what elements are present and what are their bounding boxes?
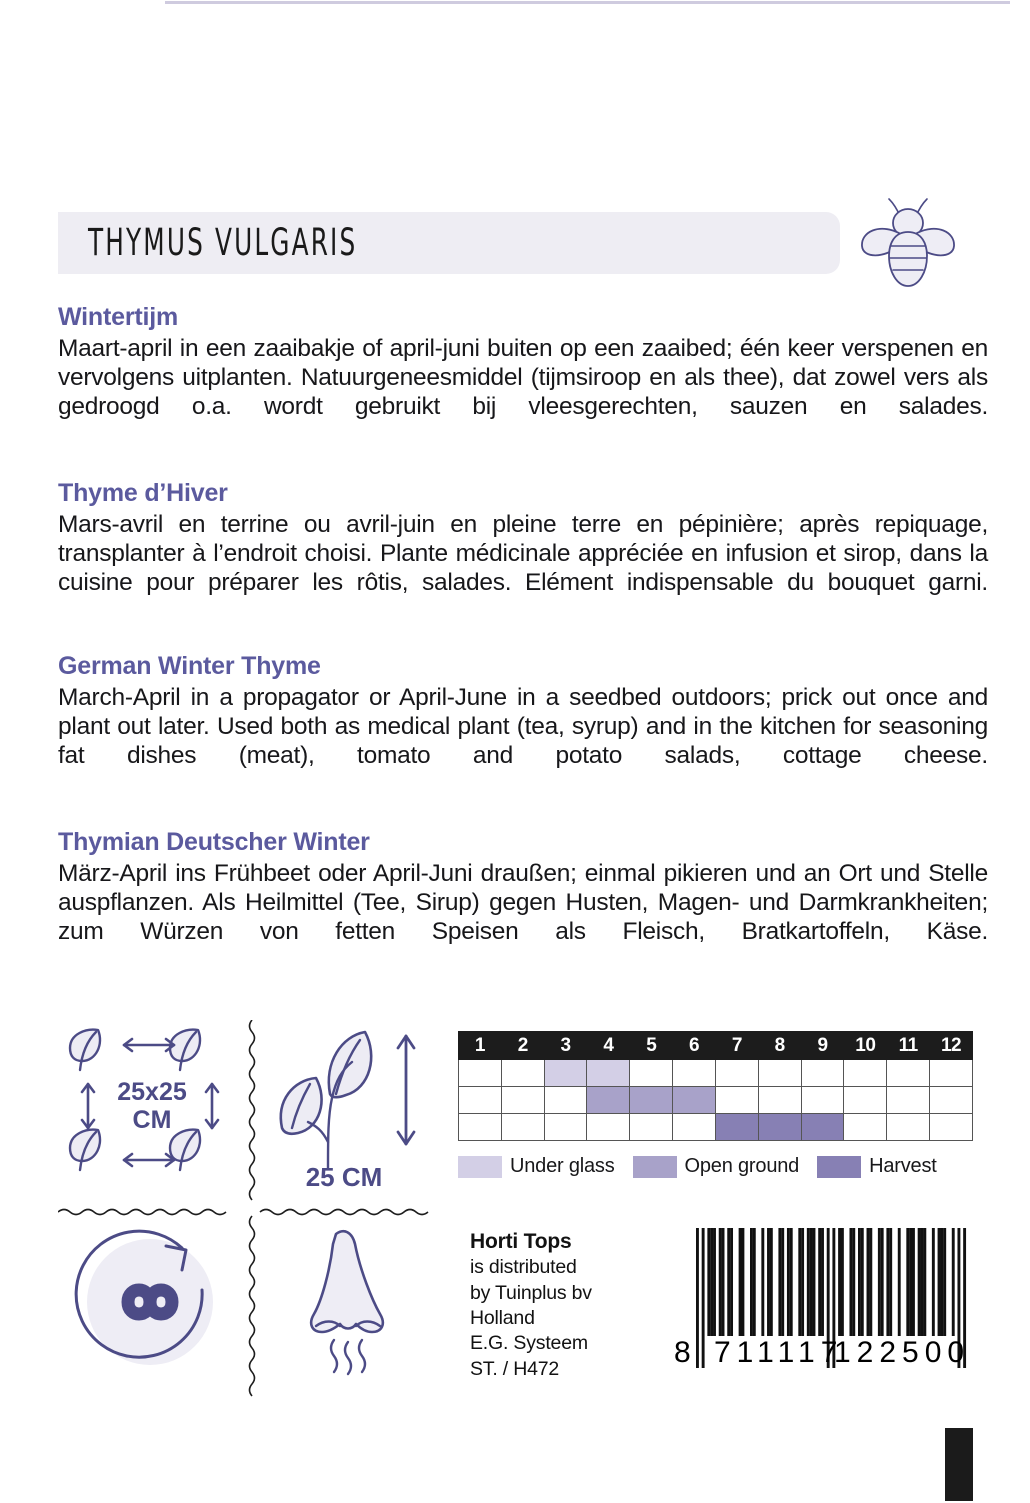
calendar-cell	[501, 1087, 544, 1114]
barcode-digits	[672, 1336, 971, 1370]
calendar-cell	[501, 1114, 544, 1141]
calendar-cell	[715, 1087, 758, 1114]
spacing-label-line1: 25x25	[117, 1078, 187, 1106]
legend-label-under-glass: Under glass	[510, 1155, 615, 1177]
top-trim-line	[165, 1, 1010, 4]
calendar-cell	[544, 1087, 587, 1114]
company-info	[470, 1228, 660, 1382]
calendar-cell	[844, 1060, 887, 1087]
calendar-cell	[715, 1114, 758, 1141]
lang-heading-nl: Wintertijm	[58, 303, 178, 331]
calendar-cell	[930, 1060, 973, 1087]
company-brand: Horti Tops	[470, 1230, 572, 1253]
legend-swatch-under-glass	[458, 1156, 502, 1178]
perennial-infinity-icon	[62, 1216, 242, 1396]
month-header-12: 12	[930, 1032, 973, 1060]
month-header-5: 5	[630, 1032, 673, 1060]
legend-swatch-harvest	[817, 1156, 861, 1178]
barcode-lead-digit: 8	[674, 1336, 691, 1369]
language-block-fr	[58, 480, 988, 627]
calendar-cell	[887, 1114, 930, 1141]
month-header-6: 6	[673, 1032, 716, 1060]
plant-spacing-icon	[62, 1018, 242, 1198]
calendar-cell	[630, 1114, 673, 1141]
month-header-9: 9	[801, 1032, 844, 1060]
lang-body-en: March-April in a propagator or April-June in a seedbed outdoors; prick out once and plant out later. Used both as medical plant (tea, syrup) and in the kitchen for seasoning fat dishes (meat), tomato and potato salads, cottage cheese.	[58, 683, 988, 770]
bee-icon	[855, 196, 961, 292]
calendar-cell	[801, 1060, 844, 1087]
calendar-cell	[673, 1114, 716, 1141]
fragrance-nose-icon	[260, 1216, 440, 1396]
wavy-divider-vertical	[246, 1020, 258, 1402]
month-header-7: 7	[715, 1032, 758, 1060]
legend-swatch-open-ground	[633, 1156, 677, 1178]
calendar-cell	[544, 1060, 587, 1087]
calendar-row-open-ground	[459, 1087, 973, 1114]
calendar-legend	[458, 1155, 978, 1178]
calendar-cell	[673, 1060, 716, 1087]
month-header-3: 3	[544, 1032, 587, 1060]
calendar-cell	[758, 1087, 801, 1114]
calendar-cell	[630, 1060, 673, 1087]
height-label: 25 CM	[305, 1162, 383, 1192]
month-header-1: 1	[459, 1032, 502, 1060]
plant-height-icon	[260, 1018, 440, 1198]
page-title-text: THYMUS VULGARIS	[88, 219, 358, 265]
barcode-left-group: 711117	[714, 1336, 844, 1369]
month-header-row	[459, 1032, 973, 1060]
calendar-cell	[459, 1087, 502, 1114]
calendar-cell	[844, 1087, 887, 1114]
language-block-nl	[58, 304, 988, 451]
sowing-calendar	[458, 1031, 973, 1141]
month-header-8: 8	[758, 1032, 801, 1060]
calendar-cell	[801, 1114, 844, 1141]
company-line-2: is distributed	[470, 1256, 577, 1279]
calendar-cell	[544, 1114, 587, 1141]
lang-heading-en: German Winter Thyme	[58, 652, 321, 680]
calendar-row-under-glass	[459, 1060, 973, 1087]
calendar-cell	[930, 1087, 973, 1114]
print-registration-mark	[945, 1428, 973, 1501]
legend-label-open-ground: Open ground	[684, 1155, 800, 1177]
lang-body-nl: Maart-april in een zaaibakje of april-juni buiten op een zaaibed; één keer verspenen en vervolgens uitplanten. Natuurgeneesmiddel (tijmsiroop en als thee), dat zowel vers als gedroogd o.a. wordt gebruikt bij vleesgerechten, sauzen en salades.	[58, 334, 988, 421]
language-block-de	[58, 829, 988, 976]
lang-heading-de: Thymian Deutscher Winter	[58, 828, 370, 856]
calendar-cell	[673, 1087, 716, 1114]
month-header-10: 10	[844, 1032, 887, 1060]
calendar-cell	[930, 1114, 973, 1141]
company-line-6: ST. / H472	[470, 1357, 560, 1380]
calendar-cell	[887, 1060, 930, 1087]
legend-item-under-glass	[458, 1155, 615, 1178]
month-header-2: 2	[501, 1032, 544, 1060]
lang-body-fr: Mars-avril en terrine ou avril-juin en pleine terre en pépinière; après repiquage, transplanter à l’endroit choisi. Plante médicinale appréciée en infusion et sirop, dans la cuisine pour préparer les rôtis, salades. Elément indispensable du bouquet garni.	[58, 510, 988, 597]
barcode-right-group: 122500	[834, 1336, 971, 1369]
growing-info-icons	[58, 1012, 448, 1402]
calendar-cell	[758, 1114, 801, 1141]
lang-heading-fr: Thyme d’Hiver	[58, 479, 228, 507]
calendar-cell	[844, 1114, 887, 1141]
calendar-cell	[715, 1060, 758, 1087]
calendar-cell	[801, 1087, 844, 1114]
language-block-en	[58, 653, 988, 800]
company-line-3: by Tuinplus bv	[470, 1281, 592, 1304]
spacing-label-line2: CM	[132, 1106, 172, 1134]
month-header-4: 4	[587, 1032, 630, 1060]
calendar-cell	[459, 1060, 502, 1087]
calendar-cell	[587, 1087, 630, 1114]
page-title	[88, 219, 401, 265]
company-line-5: E.G. Systeem	[470, 1332, 588, 1355]
legend-item-open-ground	[633, 1155, 800, 1178]
legend-label-harvest: Harvest	[869, 1155, 937, 1177]
calendar-cell	[630, 1087, 673, 1114]
legend-item-harvest	[817, 1155, 937, 1178]
month-header-11: 11	[887, 1032, 930, 1060]
calendar-cell	[459, 1114, 502, 1141]
botanical-title-band	[58, 212, 840, 274]
company-line-4: Holland	[470, 1306, 535, 1329]
calendar-cell	[587, 1060, 630, 1087]
barcode	[672, 1228, 971, 1376]
calendar-body	[459, 1060, 973, 1141]
calendar-cell	[501, 1060, 544, 1087]
calendar-row-harvest	[459, 1114, 973, 1141]
calendar-cell	[587, 1114, 630, 1141]
month-table	[458, 1031, 973, 1141]
calendar-cell	[758, 1060, 801, 1087]
lang-body-de: März-April ins Frühbeet oder April-Juni draußen; einmal pikieren und an Ort und Stelle auspflanzen. Als Heilmittel (Tee, Sirup) gegen Husten, Magen- und Darmkrankheiten; zum Würzen von fetten Speisen als Fleisch, Bratkartoffeln, Käse.	[58, 859, 988, 946]
calendar-cell	[887, 1087, 930, 1114]
